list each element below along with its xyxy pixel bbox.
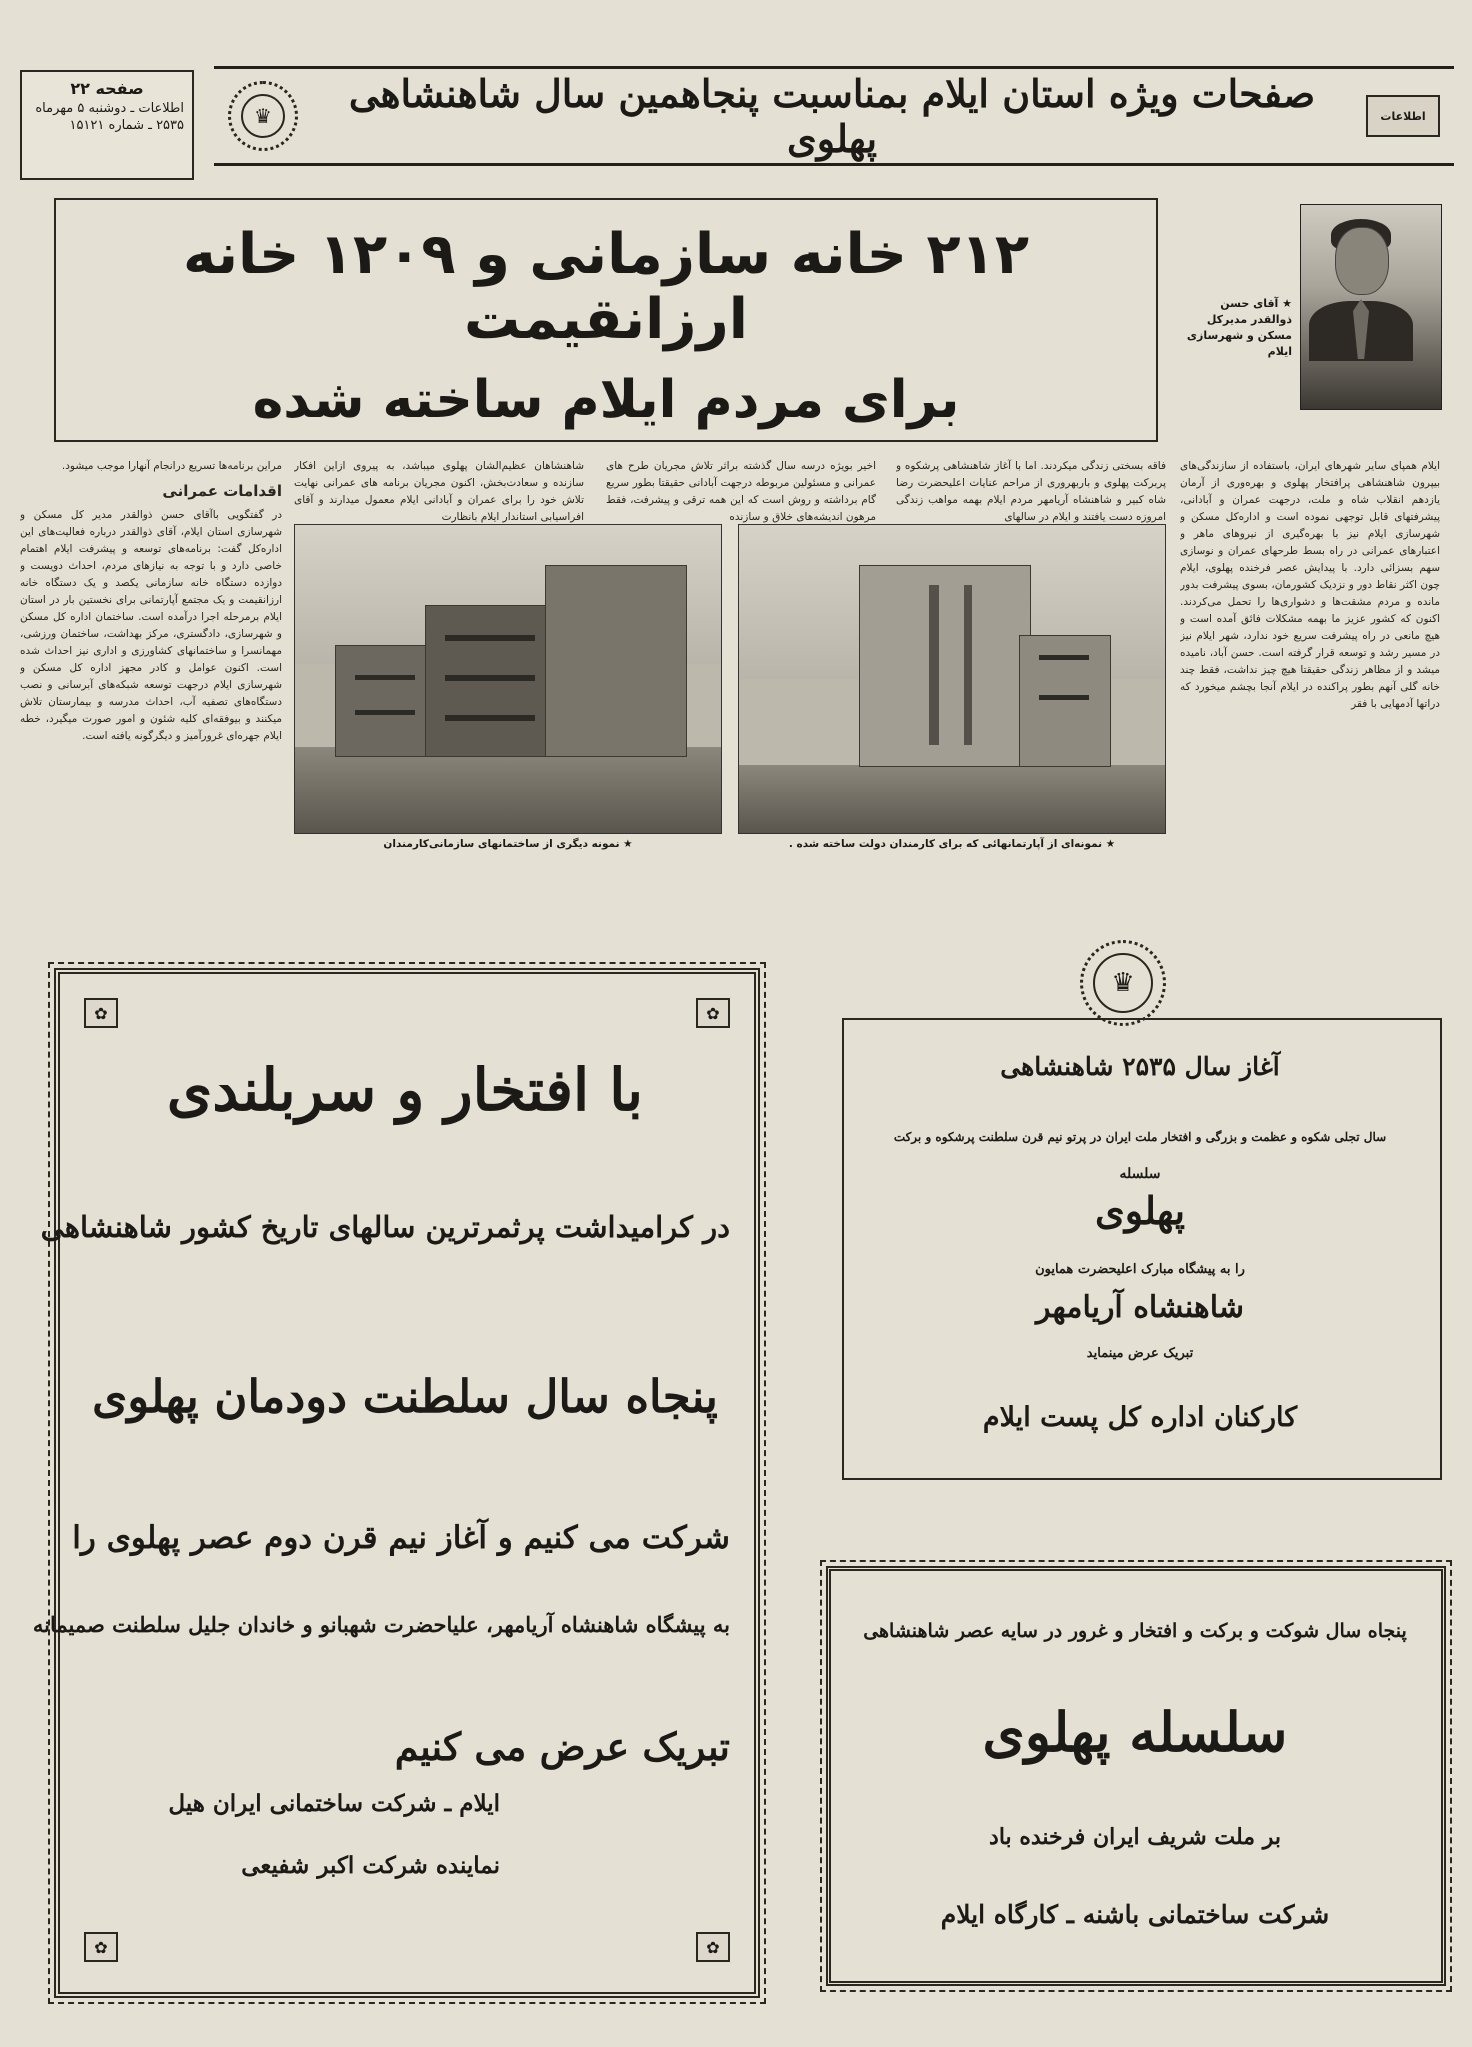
- article-column-4: شاهنشاهان عظیم‌الشان پهلوی میباشد، به پیروی ازاین افکار سازنده و سعادت‌بخش، اکنون مجریان برنامه های عمرانی نهایت تلاش خود را برای عمران و آبادانی ایلام معمول میدارند و آقای افراسیابی استاندار ایلام بانظارت: [294, 460, 584, 523]
- portrait-title: ذوالقدر مدیرکل: [1206, 312, 1292, 326]
- photo-right-caption: ★ نمونه‌ای از آپارتمانهائی که برای کارمندان دولت ساخته شده .: [788, 838, 1116, 850]
- ad-left-line-5: به پیشگاه شاهنشاه آریامهر، علیاحضرت شهبانو و خاندان جلیل سلطنت صمیمانه: [32, 1612, 730, 1637]
- ad-right-top-line-2: سال تجلی شکوه و عظمت و بزرگی و افتخار ملت ایران در پرتو نیم قرن سلطنت پرشکوه و برکت: [893, 1130, 1387, 1144]
- ad-corner-ornament: ✿: [696, 1932, 730, 1962]
- photo-right-buildings: [738, 524, 1166, 834]
- ad-right-bottom-line-1: پنجاه سال شوکت و برکت و افتخار و غرور در سایه عصر شاهنشاهی: [863, 1620, 1407, 1642]
- ad-right-top-line-6: شاهنشاه آریامهر: [1036, 1290, 1244, 1325]
- article-column-1: ایلام همپای سایر شهرهای ایران، باستفاده از سازندگی‌های بیپرون شاهنشاهی پرافتخار پهلوی و بهره‌وری از آرمان یازدهم انقلاب شاه و ملت، درجهت عمران و آبادانی، پیشرفتهای قابل توجهی نموده است و اداره‌کل مسکن و شهرسازی ایلام نیز با بهره‌گیری از نیروهای ماهر و اعتبارهای عمرانی در راه بسط طرحهای عمران و نوسازی سهم بسزائی دارد. با پیدایش عصر فرخنده پهلوی، ایلام چون اکثر نقاط دور و نزدیک کشورمان، بسوی پیشرفت بدور مانده و مردم مشقت‌ها و دشواری‌ها را تحمل می‌کردند. اکنون که کشور عزیز ما بهمه مشکلات فائق آمده است و هیچ مانعی در راه پیشرفت سریع خود ندارد، شهر ایلام نیز در مسیر رشد و توسعه قرار گرفته است. حسن آباد، نامیده میشد و از مظاهر زندگی حقیقتا هیچ چیز نداشت، فقط چند خانه گلی آنهم بطور پراکنده در ایلام آنجا بچشم میخورد که دراتها آدمهایی با فقر: [1180, 460, 1440, 710]
- article-col5-intro: مراین برنامه‌ها تسریع درانجام آنهارا موجب میشود.: [61, 460, 282, 472]
- pahlavi-emblem-icon: ♛: [228, 81, 298, 151]
- ad-left-signature-1: ایلام ـ شرکت ساختمانی ایران هیل: [168, 1790, 500, 1817]
- article-column-3: اخیر بویژه درسه سال گذشته براثر تلاش مجریان طرح های عمرانی و مسئولین مربوطه درجهت آبادانی حقیقتا بطور سریع گام برداشته و روش است که این همه ترقی و پیشرفت، فقط مرهون اندیشه‌های خلاق و سازنده: [606, 460, 876, 523]
- portrait-name: ★ آقای حسن: [1220, 297, 1292, 310]
- page-number: صفحه ۲۲: [70, 79, 144, 98]
- ad-left-line-3: پنجاه سال سلطنت دودمان پهلوی: [92, 1370, 718, 1423]
- ad-left-signature-2: نماینده شرکت اکبر شفیعی: [241, 1852, 500, 1879]
- article-column-2: فاقه بسختی زندگی میکردند. اما با آغاز شاهنشاهی پرشکوه و پربرکت پهلوی و باربهروری از مراحم عنایات اعلیحضرت رضا شاه کبیر و شاهنشاه آریامهر مردم ایلام بهمه مواهب زندگی امروزه دست یافتند و ایلام در سالهای: [896, 460, 1166, 523]
- ad-left-line-2: در کرامیداشت پرثمرترین سالهای تاریخ کشور شاهنشاهی: [40, 1210, 730, 1244]
- ad-corner-ornament: ✿: [696, 998, 730, 1028]
- page-info-box: [20, 70, 194, 180]
- ad-right-top-line-7: تبریک عرض مینماید: [1086, 1346, 1194, 1361]
- photo-left-caption: ★ نمونه دیگری از ساختمانهای سازمانی‌کارمندان: [383, 838, 633, 850]
- portrait-city: ایلام: [1267, 344, 1292, 358]
- portrait-dept: مسکن و شهرسازی: [1186, 328, 1292, 342]
- article-col5-body: در گفتگویی باآقای حسن ذوالقدر مدیر کل مسکن و شهرسازی استان ایلام، آقای ذوالقدر درباره فعالیت‌های این اداره‌کل گفت: برنامه‌های توسعه و پیشرفت ایلام اهتمام خاصی دارد و با توجه به نیازهای مردم، احداث دویست و دوازده دستگاه خانه سازمانی یکصد و یک دستگاه خانه ارزانقیمت و یک مجتمع آپارتمانی برای نخستین بار در استان ایلام برمرحله اجرا درآمده است. ساختمان اداره کل مسکن و شهرسازی، دادگستری، مرکز بهداشت، ساختمان ورزشی، مهمانسرا و ساختمانهای کشاورزی و اداری نیز احداث شده است. اکنون عوامل و کادر مجهز اداره کل مسکن و شهرسازی ایلام درجهت توسعه شبکه‌های آبرسانی و نصب دستگاه‌های تصفیه آب، احداث مدرسه و بیمارستان تلاش میکنند و بیوفقه‌ای کلیه شئون و امور صورت میگیرد، خطه ایلام جهره‌ای غرورآمیز و دیگرگونه یافته است.: [20, 509, 282, 743]
- ad-right-bottom-line-3: بر ملت شریف ایران فرخنده باد: [989, 1824, 1281, 1850]
- ad-right-top-line-3: سلسله: [1119, 1166, 1161, 1182]
- ad-right-top-line-5: را به پیشگاه مبارک اعلیحضرت همایون: [1035, 1262, 1245, 1277]
- headline-line-1: ۲۱۲ خانه سازمانی و ۱۲۰۹ خانه ارزانقیمت: [182, 222, 1030, 352]
- ad-left-line-1: با افتخار و سربلندی: [166, 1056, 644, 1124]
- photo-left-buildings: [294, 524, 722, 834]
- article-subhead: اقدامات عمرانی: [162, 482, 282, 500]
- header-banner: [214, 66, 1454, 166]
- ad-left-line-4: شرکت می کنیم و آغاز نیم قرن دوم عصر پهلوی را: [72, 1520, 730, 1556]
- article-column-5: [20, 458, 282, 858]
- ad-right-bottom-signature: شرکت ساختمانی باشنه ـ کارگاه ایلام: [940, 1900, 1330, 1929]
- ad-right-bottom-line-2: سلسله پهلوی: [982, 1700, 1288, 1764]
- issue-line: ۲۵۳۵ ـ شماره ۱۵۱۲۱: [69, 118, 184, 134]
- portrait-caption: [1180, 296, 1292, 360]
- ad-corner-ornament: ✿: [84, 998, 118, 1028]
- portrait-photo: [1300, 204, 1442, 410]
- ad-corner-ornament: ✿: [84, 1932, 118, 1962]
- pahlavi-emblem-icon: ♛: [1080, 940, 1166, 1026]
- headline-box: [54, 198, 1158, 442]
- ad-left-line-6: تبریک عرض می کنیم: [394, 1724, 730, 1769]
- newspaper-logo: اطلاعات: [1366, 95, 1440, 137]
- bleed-through-text: [736, 859, 775, 967]
- ad-right-top-line-4: پهلوی: [1094, 1188, 1186, 1233]
- headline-line-2: برای مردم ایلام ساخته شده: [252, 370, 960, 430]
- date-line: اطلاعات ـ دوشنبه ۵ مهرماه: [35, 100, 184, 116]
- ad-right-top-signature: کارکنان اداره کل پست ایلام: [982, 1402, 1298, 1433]
- header-title: صفحات ویژه استان ایلام بمناسبت پنجاهمین سال شاهنشاهی پهلوی: [348, 71, 1316, 161]
- ad-right-top-line-1: آغاز سال ۲۵۳۵ شاهنشاهی: [1000, 1052, 1280, 1081]
